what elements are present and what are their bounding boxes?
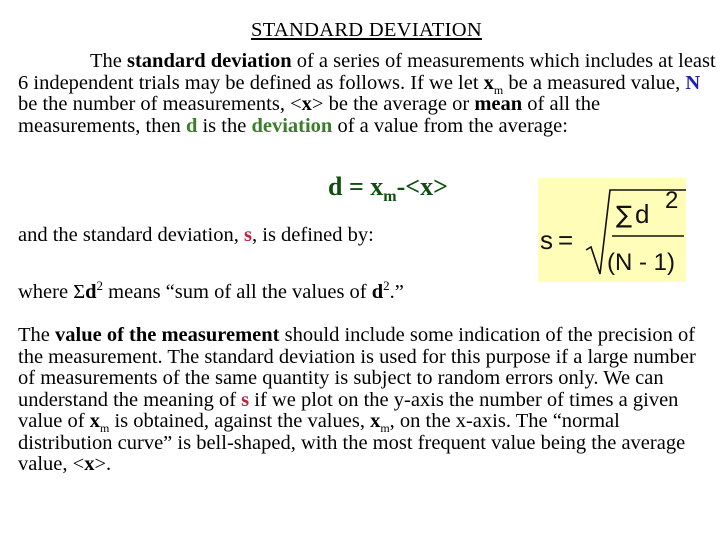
sum-explanation: where $\Sigma d^2$ means “sum of all the values of $d^2$.” xyxy=(18,278,404,303)
svg-text:∑: ∑ xyxy=(616,201,633,229)
svg-text:s: s xyxy=(540,225,553,255)
deviation-equation: $d = x_m-<x>$ xyxy=(328,172,448,206)
formula-graphic xyxy=(538,178,686,282)
definition-line: and the standard deviation, s, is defined by: xyxy=(18,224,374,246)
svg-text:2: 2 xyxy=(665,187,679,214)
page-title: STANDARD DEVIATION xyxy=(251,19,482,41)
measurement-paragraph: The value of the measurement should include some indication of the precision of the measurement. The standard deviation is used for this purpose if a large number of measurements of the same quantity is subject to random errors only. We can understand the meaning of s if we plot on the y-axis the number of times a given value of $x_m$ is obtained, against the values, $x_m$, on the x-axis. The “normal distribution curve” is bell-shaped, with the most frequent value being the average value, <x>. xyxy=(18,324,696,475)
svg-text:(N - 1): (N - 1) xyxy=(607,249,675,276)
svg-text:=: = xyxy=(558,225,574,255)
standard-deviation-formula xyxy=(538,178,686,282)
svg-text:d: d xyxy=(635,199,650,229)
intro-paragraph: The standard deviation of a series of measurements which includes at least 6 independent trials may be defined as follows. If we let $x_m$ be a measured value, N be the number of measurements, <x> be the average or mean of all the measurements, then d is the deviation of a value from the average: xyxy=(18,50,716,137)
